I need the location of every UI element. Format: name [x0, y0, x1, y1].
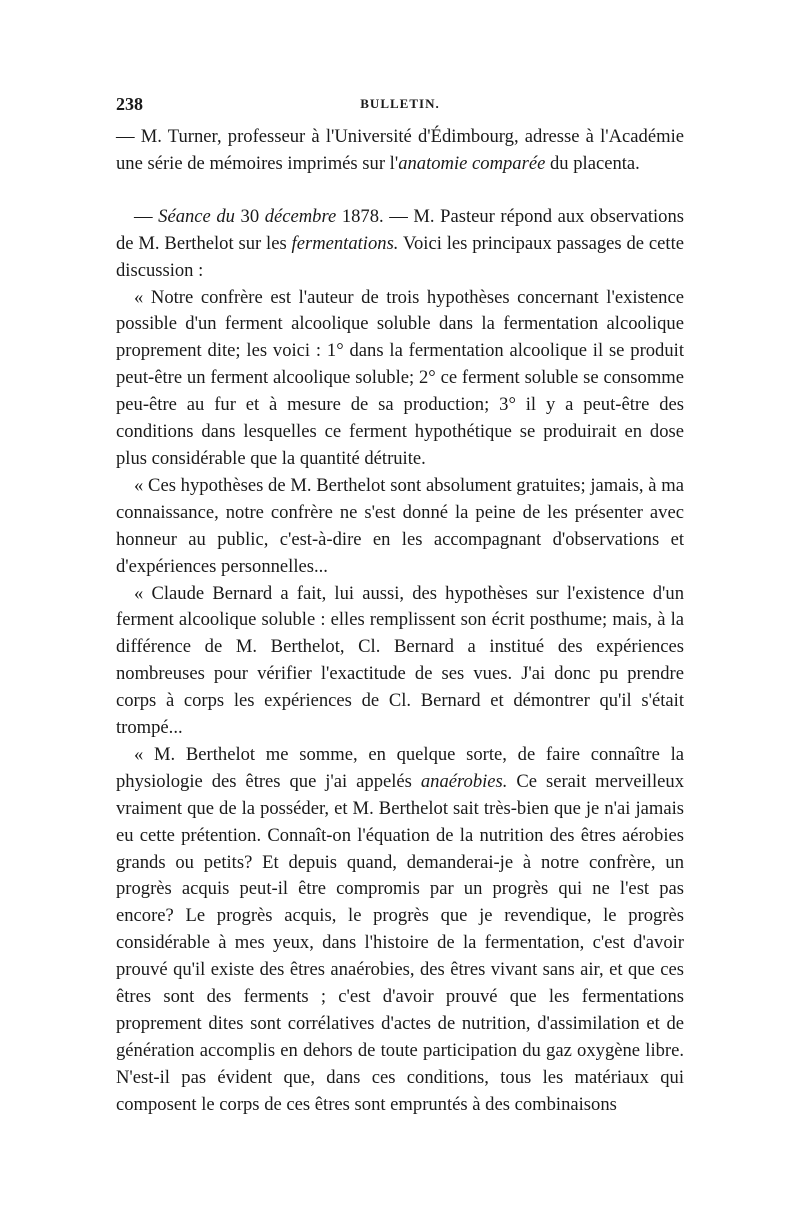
paragraph-seance [116, 204, 684, 285]
paragraph-text: du placenta. [545, 152, 640, 174]
emphasis-text: décembre [264, 205, 337, 227]
page-header [116, 94, 684, 120]
paragraph-hypotheses: « Notre confrère est l'auteur de trois hypothèses concernant l'existence possible d'un ferment alcoolique soluble dans la fermentation alcoolique proprement dite; les voici : 1° dans la fermentation alcoolique il se produit peut-être un ferment alcoolique soluble; 2° ce ferment soluble se consomme peu-être au fur et à mesure de sa production; 3° il y a peut-être des conditions dans lesquelles ce ferment hypothétique se produirait en dose plus considérable que la quantité détruite. [116, 286, 684, 469]
paragraph-text: Ce serait merveilleux vraiment que de la posséder, et M. Berthelot sait très-bien que je n'ai jamais eu cette prétention. Connaît-on l'équation de la nutrition des êtres aérobies grands ou petits? Et depuis quand, demanderai-je à notre confrère, un progrès acquis peut-il être compromis par un progrès qui ne l'est pas encore? Le progrès acquis, le progrès que je revendique, le progrès considérable à mes yeux, dans l'histoire de la fermentation, c'est d'avoir prouvé qu'il existe des êtres anaérobies, des êtres vivant sans air, et que ces êtres sont des ferments ; c'est d'avoir prouvé que les fermentations proprement dites sont corrélatives d'actes de nutrition, d'assimilation et de génération accomplis en dehors de toute participation du gaz oxygène libre. N'est-il pas évident que, dans ces conditions, tous les matériaux qui composent le corps de ces êtres sont empruntés à des combinaisons [116, 770, 684, 1115]
paragraph-text: « M. Berthelot me somme, en quelque sorte, de faire connaître la physiologie des êtres que j'ai appelés [116, 743, 684, 792]
paragraph-text: 30 [234, 205, 265, 227]
running-title: BULLETIN. [360, 96, 440, 111]
paragraph-gap [116, 178, 684, 204]
paragraph-turner [116, 124, 684, 178]
paragraph-text: — [134, 205, 159, 227]
paragraph-text: 1878. — M. Pasteur répond aux observations de M. Berthelot sur les [116, 205, 684, 254]
emphasis-text: fermentations. [291, 232, 399, 254]
paragraph-anaerobies [116, 742, 684, 1119]
emphasis-text: anaérobies. [420, 770, 508, 792]
page [116, 94, 684, 1119]
paragraph-text: Voici les principaux passages de cette discussion : [116, 232, 684, 281]
paragraph-claude-bernard: « Claude Bernard a fait, lui aussi, des hypothèses sur l'existence d'un ferment alcoolique soluble : elles remplissent son écrit posthume; mais, à la différence de M. Berthelot, Cl. Bernard a institué des expériences nombreuses pour vérifier l'exactitude de ses vues. J'ai donc pu prendre corps à corps les expériences de Cl. Bernard et démontrer qu'il s'était trompé... [116, 582, 684, 739]
paragraph-gratuites: « Ces hypothèses de M. Berthelot sont absolument gratuites; jamais, à ma connaissance, notre confrère ne s'est donné la peine de les présenter avec honneur au public, c'est-à-dire en les accompagnant d'observations et d'expériences personnelles... [116, 474, 684, 577]
emphasis-text: anatomie comparée [398, 152, 546, 174]
paragraph-text: — M. Turner, professeur à l'Université d'Édimbourg, adresse à l'Académie une série de mémoires imprimés sur l' [116, 126, 684, 174]
emphasis-text: Séance du [158, 205, 235, 227]
page-number: 238 [116, 94, 143, 114]
body-text [116, 124, 684, 1119]
